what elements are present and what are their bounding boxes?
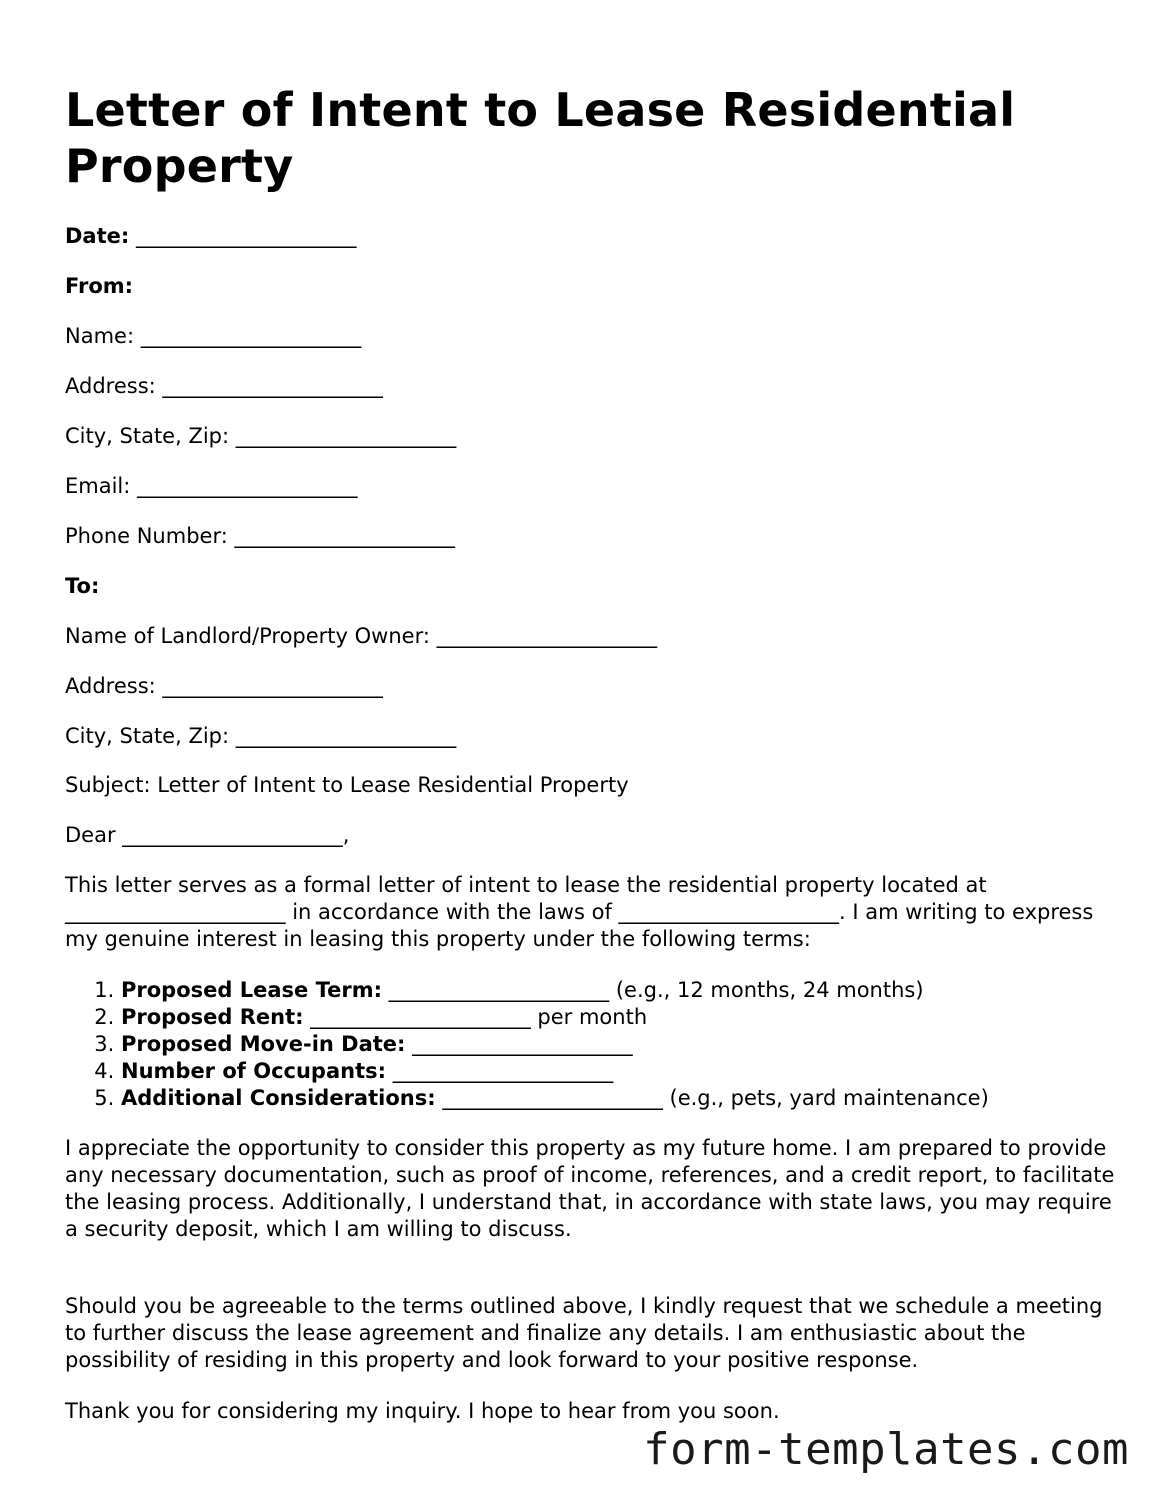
term-blank[interactable]: _____________________	[392, 1059, 614, 1083]
from-address-line	[65, 373, 383, 400]
to-address-line	[65, 673, 383, 700]
salutation-suffix: ,	[342, 823, 350, 847]
salutation-blank[interactable]: _____________________	[122, 823, 343, 847]
term-blank[interactable]: _____________________	[442, 1086, 663, 1110]
from-city-blank[interactable]: _____________________	[235, 424, 457, 448]
intro-laws-blank[interactable]: _____________________	[618, 900, 840, 924]
salutation-line	[65, 822, 349, 849]
from-heading: From:	[65, 274, 134, 298]
from-name-label: Name:	[65, 324, 135, 348]
from-phone-line	[65, 523, 455, 550]
terms-list	[65, 977, 1121, 1112]
term-label: Proposed Lease Term:	[121, 978, 382, 1002]
date-blank[interactable]: _____________________	[135, 224, 357, 248]
term-suffix: (e.g., pets, yard maintenance)	[669, 1086, 989, 1110]
list-item	[121, 1058, 1121, 1085]
to-address-blank[interactable]: _____________________	[162, 674, 383, 698]
intro-part3: . I am writing to express my genuine interest in leasing this property under the following terms:	[65, 900, 1094, 951]
thanks-paragraph: Thank you for considering my inquiry. I hope to hear from you soon.	[65, 1399, 780, 1423]
to-city-label: City, State, Zip:	[65, 724, 230, 748]
from-city-label: City, State, Zip:	[65, 424, 230, 448]
from-address-label: Address:	[65, 374, 156, 398]
term-blank[interactable]: _____________________	[310, 1005, 531, 1029]
term-suffix: (e.g., 12 months, 24 months)	[615, 978, 924, 1002]
term-blank[interactable]: _____________________	[388, 978, 610, 1002]
date-label: Date:	[65, 224, 130, 248]
salutation-prefix: Dear	[65, 823, 116, 847]
document-title: Letter of Intent to Lease Residential Property	[65, 83, 1016, 193]
to-heading: To:	[65, 574, 100, 598]
from-name-line	[65, 323, 361, 350]
to-city-line	[65, 723, 456, 750]
from-name-blank[interactable]: _____________________	[140, 324, 362, 348]
term-label: Proposed Rent:	[121, 1005, 304, 1029]
to-address-label: Address:	[65, 674, 156, 698]
meeting-paragraph: Should you be agreeable to the terms outlined above, I kindly request that we schedule a meeting to further discuss the lease agreement and finalize any details. I am enthusiastic about the possibility of residing in this property and look forward to your positive response.	[65, 1294, 1103, 1372]
to-city-blank[interactable]: _____________________	[235, 724, 457, 748]
intro-part2: in accordance with the laws of	[292, 900, 612, 924]
date-line	[65, 223, 356, 250]
term-blank[interactable]: _____________________	[412, 1032, 633, 1056]
intro-paragraph	[65, 872, 1115, 953]
from-phone-blank[interactable]: _____________________	[234, 524, 455, 548]
to-landlord-label: Name of Landlord/Property Owner:	[65, 624, 430, 648]
term-suffix: per month	[537, 1005, 648, 1029]
intro-location-blank[interactable]: _____________________	[65, 900, 286, 924]
appreciation-paragraph: I appreciate the opportunity to consider this property as my future home. I am prepared to provide any necessary documentation, such as proof of income, references, and a credit report, to facilitate the leasing process. Additionally, I understand that, in accordance with state laws, you may require a security deposit, which I am willing to discuss.	[65, 1136, 1115, 1241]
term-label: Additional Considerations:	[121, 1086, 436, 1110]
to-landlord-line	[65, 623, 657, 650]
list-item	[121, 1004, 1121, 1031]
intro-part1: This letter serves as a formal letter of intent to lease the residential property located at	[65, 873, 987, 897]
from-address-blank[interactable]: _____________________	[162, 374, 383, 398]
to-landlord-blank[interactable]: _____________________	[436, 624, 658, 648]
from-email-blank[interactable]: _____________________	[137, 474, 358, 498]
from-email-label: Email:	[65, 474, 131, 498]
list-item	[121, 977, 1121, 1004]
from-city-line	[65, 423, 456, 450]
term-label: Number of Occupants:	[121, 1059, 387, 1083]
watermark-logo: form-templates.com	[643, 1424, 1129, 1475]
from-phone-label: Phone Number:	[65, 524, 228, 548]
list-item	[121, 1031, 1121, 1058]
subject-line: Subject: Letter of Intent to Lease Residential Property	[65, 773, 629, 797]
from-email-line	[65, 473, 358, 500]
list-item	[121, 1085, 1121, 1112]
term-label: Proposed Move-in Date:	[121, 1032, 406, 1056]
